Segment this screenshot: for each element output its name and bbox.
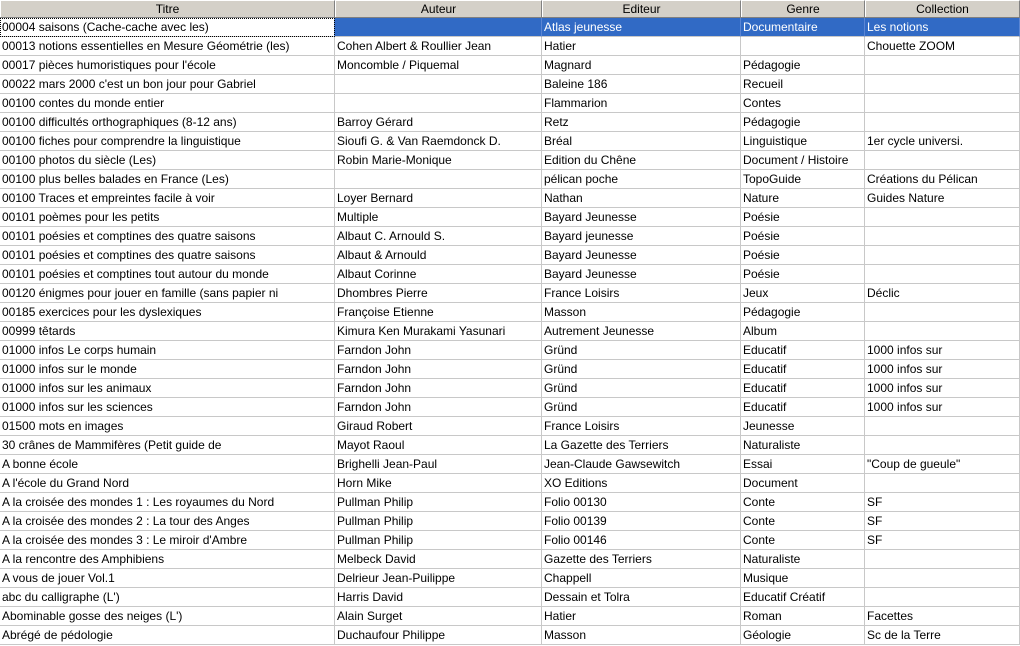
cell-genre[interactable]: Roman [741,607,865,626]
cell-titre[interactable]: 01000 infos sur le monde [0,360,335,379]
cell-editeur[interactable]: XO Editions [542,474,741,493]
cell-editeur[interactable]: Dessain et Tolra [542,588,741,607]
table-row[interactable] [0,303,1020,322]
table-row[interactable] [0,284,1020,303]
table-row[interactable] [0,265,1020,284]
cell-auteur[interactable]: Farndon John [335,398,542,417]
cell-collection[interactable]: SF [865,531,1020,550]
cell-titre[interactable]: 00101 poésies et comptines des quatre saisons [0,246,335,265]
cell-titre[interactable]: 00100 contes du monde entier [0,94,335,113]
cell-genre[interactable]: Conte [741,531,865,550]
cell-genre[interactable]: Géologie [741,626,865,645]
column-header-auteur[interactable]: Auteur [335,0,542,17]
cell-auteur[interactable]: Albaut & Arnould [335,246,542,265]
cell-genre[interactable]: Pédagogie [741,303,865,322]
cell-collection[interactable] [865,208,1020,227]
cell-genre[interactable]: Naturaliste [741,550,865,569]
cell-genre[interactable]: Educatif [741,360,865,379]
cell-collection[interactable]: Sc de la Terre [865,626,1020,645]
cell-auteur[interactable]: Sioufi G. & Van Raemdonck D. [335,132,542,151]
cell-titre[interactable]: 00101 poèmes pour les petits [0,208,335,227]
cell-collection[interactable] [865,113,1020,132]
cell-editeur[interactable]: Folio 00139 [542,512,741,531]
cell-genre[interactable]: Document [741,474,865,493]
cell-editeur[interactable]: Baleine 186 [542,75,741,94]
cell-editeur[interactable]: Bayard Jeunesse [542,265,741,284]
cell-titre[interactable]: 00101 poésies et comptines des quatre saisons [0,227,335,246]
cell-genre[interactable]: Nature [741,189,865,208]
cell-auteur[interactable]: Farndon John [335,360,542,379]
cell-titre[interactable]: A l'école du Grand Nord [0,474,335,493]
cell-collection[interactable] [865,227,1020,246]
cell-collection[interactable]: 1000 infos sur [865,341,1020,360]
cell-collection[interactable] [865,474,1020,493]
cell-titre[interactable]: 01000 infos Le corps humain [0,341,335,360]
cell-editeur[interactable]: Masson [542,303,741,322]
table-row[interactable] [0,569,1020,588]
cell-genre[interactable]: Conte [741,512,865,531]
cell-editeur[interactable]: La Gazette des Terriers [542,436,741,455]
cell-genre[interactable]: Musique [741,569,865,588]
cell-auteur[interactable]: Pullman Philip [335,531,542,550]
cell-titre[interactable]: abc du calligraphe (L') [0,588,335,607]
cell-collection[interactable] [865,569,1020,588]
cell-auteur[interactable] [335,94,542,113]
cell-editeur[interactable]: Jean-Claude Gawsewitch [542,455,741,474]
cell-auteur[interactable]: Pullman Philip [335,512,542,531]
cell-collection[interactable] [865,265,1020,284]
cell-editeur[interactable]: Flammarion [542,94,741,113]
cell-collection[interactable] [865,246,1020,265]
cell-editeur[interactable]: Bayard jeunesse [542,227,741,246]
table-body [0,18,1020,645]
cell-titre[interactable]: 00100 fiches pour comprendre la linguistique [0,132,335,151]
cell-editeur[interactable]: pélican poche [542,170,741,189]
cell-collection[interactable]: 1er cycle universi. [865,132,1020,151]
cell-titre[interactable]: 00013 notions essentielles en Mesure Géométrie (les) [0,37,335,56]
cell-genre[interactable]: Pédagogie [741,113,865,132]
cell-titre[interactable]: 01000 infos sur les animaux [0,379,335,398]
table-row[interactable] [0,246,1020,265]
cell-editeur[interactable]: Edition du Chêne [542,151,741,170]
cell-collection[interactable] [865,75,1020,94]
cell-titre[interactable]: A vous de jouer Vol.1 [0,569,335,588]
table-row[interactable] [0,512,1020,531]
cell-titre[interactable]: Abominable gosse des neiges (L') [0,607,335,626]
cell-genre[interactable]: Naturaliste [741,436,865,455]
cell-editeur[interactable]: Bayard Jeunesse [542,208,741,227]
cell-genre[interactable]: Essai [741,455,865,474]
cell-editeur[interactable]: Gazette des Terriers [542,550,741,569]
cell-editeur[interactable]: Hatier [542,37,741,56]
table-row[interactable] [0,531,1020,550]
table-row[interactable] [0,550,1020,569]
table-row[interactable] [0,151,1020,170]
cell-titre[interactable]: A la croisée des mondes 3 : Le miroir d'Ambre [0,531,335,550]
cell-auteur[interactable]: Cohen Albert & Roullier Jean [335,37,542,56]
cell-collection[interactable]: 1000 infos sur [865,379,1020,398]
cell-genre[interactable]: Poésie [741,208,865,227]
cell-collection[interactable] [865,436,1020,455]
cell-auteur[interactable] [335,18,542,37]
cell-auteur[interactable]: Albaut Corinne [335,265,542,284]
cell-genre[interactable]: Recueil [741,75,865,94]
cell-auteur[interactable]: Moncomble / Piquemal [335,56,542,75]
cell-collection[interactable] [865,588,1020,607]
cell-collection[interactable]: Créations du Pélican [865,170,1020,189]
cell-editeur[interactable]: France Loisirs [542,417,741,436]
cell-titre[interactable]: 00101 poésies et comptines tout autour du monde [0,265,335,284]
table-row[interactable] [0,208,1020,227]
cell-editeur[interactable]: Gründ [542,398,741,417]
cell-auteur[interactable]: Kimura Ken Murakami Yasunari [335,322,542,341]
cell-collection[interactable]: 1000 infos sur [865,360,1020,379]
table-row[interactable] [0,37,1020,56]
cell-titre[interactable]: A bonne école [0,455,335,474]
cell-auteur[interactable]: Giraud Robert [335,417,542,436]
column-header-row [0,0,1020,18]
cell-collection[interactable]: Facettes [865,607,1020,626]
cell-genre[interactable]: Educatif [741,398,865,417]
cell-auteur[interactable]: Mayot Raoul [335,436,542,455]
cell-auteur[interactable]: Alain Surget [335,607,542,626]
column-header-collection[interactable]: Collection [865,0,1020,17]
cell-genre[interactable]: TopoGuide [741,170,865,189]
table-row[interactable] [0,474,1020,493]
cell-titre[interactable]: Abrégé de pédologie [0,626,335,645]
cell-titre[interactable]: 00100 Traces et empreintes facile à voir [0,189,335,208]
table-row[interactable] [0,56,1020,75]
table-row[interactable] [0,493,1020,512]
cell-collection[interactable]: Déclic [865,284,1020,303]
cell-titre[interactable]: 00100 plus belles balades en France (Les) [0,170,335,189]
cell-collection[interactable]: "Coup de gueule" [865,455,1020,474]
cell-collection[interactable]: SF [865,512,1020,531]
cell-titre[interactable]: 00100 difficultés orthographiques (8-12 ans) [0,113,335,132]
cell-auteur[interactable]: Farndon John [335,379,542,398]
cell-editeur[interactable]: Masson [542,626,741,645]
cell-editeur[interactable]: Retz [542,113,741,132]
cell-auteur[interactable]: Horn Mike [335,474,542,493]
cell-auteur[interactable]: Barroy Gérard [335,113,542,132]
cell-collection[interactable] [865,151,1020,170]
cell-collection[interactable]: Chouette ZOOM [865,37,1020,56]
table-row[interactable] [0,189,1020,208]
cell-editeur[interactable]: Hatier [542,607,741,626]
table-row[interactable] [0,360,1020,379]
cell-genre[interactable]: Documentaire [741,18,865,37]
cell-genre[interactable]: Pédagogie [741,56,865,75]
table-row[interactable] [0,322,1020,341]
cell-genre[interactable]: Conte [741,493,865,512]
cell-titre[interactable]: A la croisée des mondes 2 : La tour des Anges [0,512,335,531]
cell-titre[interactable]: 01500 mots en images [0,417,335,436]
cell-collection[interactable] [865,56,1020,75]
cell-auteur[interactable]: Melbeck David [335,550,542,569]
cell-auteur[interactable]: Harris David [335,588,542,607]
cell-editeur[interactable]: France Loisirs [542,284,741,303]
cell-titre[interactable]: 00185 exercices pour les dyslexiques [0,303,335,322]
cell-editeur[interactable]: Bréal [542,132,741,151]
cell-titre[interactable]: 01000 infos sur les sciences [0,398,335,417]
table-row[interactable] [0,379,1020,398]
cell-genre[interactable]: Poésie [741,246,865,265]
table-row[interactable] [0,75,1020,94]
cell-auteur[interactable]: Albaut C. Arnould S. [335,227,542,246]
cell-titre[interactable]: 00017 pièces humoristiques pour l'école [0,56,335,75]
cell-titre[interactable]: 00100 photos du siècle (Les) [0,151,335,170]
table-row[interactable] [0,626,1020,645]
table-row[interactable] [0,113,1020,132]
cell-titre[interactable]: 00022 mars 2000 c'est un bon jour pour Gabriel [0,75,335,94]
cell-editeur[interactable]: Folio 00146 [542,531,741,550]
cell-auteur[interactable]: Delrieur Jean-Puilippe [335,569,542,588]
cell-auteur[interactable]: Multiple [335,208,542,227]
cell-editeur[interactable]: Bayard Jeunesse [542,246,741,265]
cell-genre[interactable]: Educatif [741,379,865,398]
cell-genre[interactable] [741,37,865,56]
cell-genre[interactable]: Educatif Créatif [741,588,865,607]
table-row[interactable] [0,455,1020,474]
cell-auteur[interactable]: Pullman Philip [335,493,542,512]
column-header-editeur[interactable]: Editeur [542,0,741,17]
table-row[interactable] [0,18,1020,37]
cell-collection[interactable] [865,550,1020,569]
cell-titre[interactable]: 00999 têtards [0,322,335,341]
cell-titre[interactable]: 00004 saisons (Cache-cache avec les) [0,18,335,37]
cell-editeur[interactable]: Chappell [542,569,741,588]
cell-genre[interactable]: Contes [741,94,865,113]
cell-collection[interactable] [865,303,1020,322]
cell-titre[interactable]: A la rencontre des Amphibiens [0,550,335,569]
cell-collection[interactable]: Les notions [865,18,1020,37]
table-row[interactable] [0,436,1020,455]
cell-genre[interactable]: Document / Histoire [741,151,865,170]
cell-genre[interactable]: Poésie [741,265,865,284]
table-row[interactable] [0,227,1020,246]
cell-collection[interactable] [865,94,1020,113]
cell-editeur[interactable]: Nathan [542,189,741,208]
cell-collection[interactable]: SF [865,493,1020,512]
cell-auteur[interactable]: Farndon John [335,341,542,360]
cell-auteur[interactable] [335,170,542,189]
cell-collection[interactable]: 1000 infos sur [865,398,1020,417]
cell-titre[interactable]: 30 crânes de Mammifères (Petit guide de [0,436,335,455]
table-row[interactable] [0,94,1020,113]
cell-auteur[interactable]: Françoise Etienne [335,303,542,322]
cell-collection[interactable]: Guides Nature [865,189,1020,208]
table-row[interactable] [0,132,1020,151]
table-row[interactable] [0,341,1020,360]
cell-auteur[interactable] [335,75,542,94]
cell-genre[interactable]: Album [741,322,865,341]
cell-collection[interactable] [865,322,1020,341]
cell-genre[interactable]: Jeunesse [741,417,865,436]
cell-titre[interactable]: 00120 énigmes pour jouer en famille (sans papier ni [0,284,335,303]
column-header-titre[interactable]: Titre [0,0,335,17]
table-row[interactable] [0,588,1020,607]
cell-editeur[interactable]: Gründ [542,360,741,379]
cell-collection[interactable] [865,417,1020,436]
cell-editeur[interactable]: Magnard [542,56,741,75]
table-row[interactable] [0,170,1020,189]
cell-editeur[interactable]: Folio 00130 [542,493,741,512]
table-row[interactable] [0,417,1020,436]
cell-genre[interactable]: Educatif [741,341,865,360]
table-row[interactable] [0,398,1020,417]
cell-auteur[interactable]: Duchaufour Philippe [335,626,542,645]
cell-editeur[interactable]: Gründ [542,341,741,360]
cell-genre[interactable]: Poésie [741,227,865,246]
cell-titre[interactable]: A la croisée des mondes 1 : Les royaumes du Nord [0,493,335,512]
cell-auteur[interactable]: Dhombres Pierre [335,284,542,303]
cell-editeur[interactable]: Autrement Jeunesse [542,322,741,341]
cell-auteur[interactable]: Loyer Bernard [335,189,542,208]
column-header-genre[interactable]: Genre [741,0,865,17]
cell-genre[interactable]: Linguistique [741,132,865,151]
cell-auteur[interactable]: Robin Marie-Monique [335,151,542,170]
table-row[interactable] [0,607,1020,626]
cell-editeur[interactable]: Atlas jeunesse [542,18,741,37]
cell-editeur[interactable]: Gründ [542,379,741,398]
cell-auteur[interactable]: Brighelli Jean-Paul [335,455,542,474]
cell-genre[interactable]: Jeux [741,284,865,303]
